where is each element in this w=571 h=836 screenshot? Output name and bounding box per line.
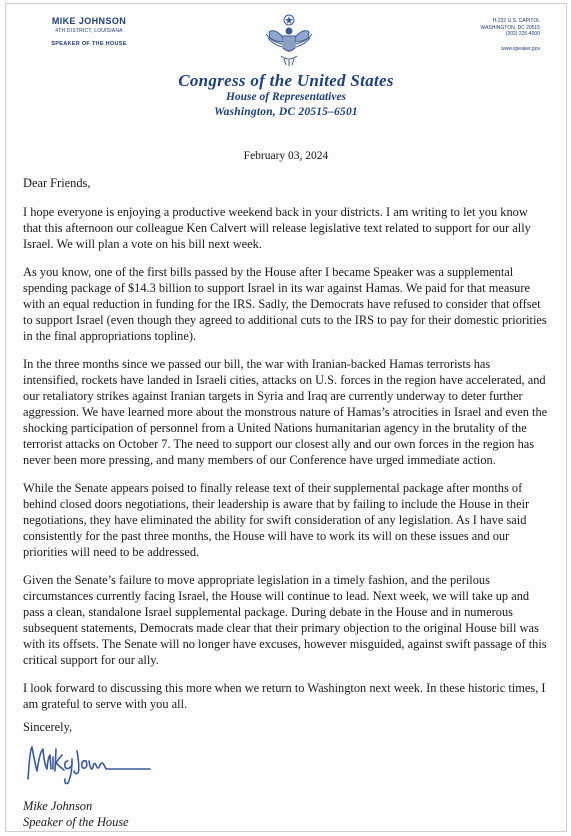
- eagle-seal-icon: [264, 12, 314, 68]
- paragraph: I look forward to discussing this more when we return to Washington next week. In these historic times, I am grateful to serve with you all.: [23, 681, 546, 711]
- office-address-line1: H-232 U.S. CAPITOL: [492, 18, 540, 24]
- congress-title: Congress of the United States: [178, 71, 394, 90]
- salutation: Dear Friends,: [23, 176, 91, 190]
- letter-page: [5, 3, 567, 832]
- paragraph: In the three months since we passed our bill, the war with Iranian-backed Hamas terrorists has intensified, rockets have landed in Israeli cities, attacks on U.S. forces in the region have accelerated, and our retaliatory strikes against Iranian targets in Syria and Iraq are currently underway to deter further aggression. We have learned more about the monstrous nature of Hamas’s atrocities in Israel and even the shocking participation of personnel from a United Nations humanitarian agency in the brutality of the terrorist attacks on October 7. The need to support our closest ally and our own forces in the region has never been more pressing, and many members of our Conference have urged immediate action.: [23, 357, 548, 467]
- signature-icon: [22, 739, 157, 787]
- sender-title: SPEAKER OF THE HOUSE: [51, 41, 127, 47]
- office-address-line2: WASHINGTON, DC 20515: [480, 24, 540, 31]
- house-title: House of Representatives: [225, 91, 347, 103]
- letterhead-right: [430, 18, 540, 52]
- paragraph: While the Senate appears poised to finally release text of their supplemental package after months of behind closed doors negotiations, their leadership is aware that by failing to include the House in their negotiations, they have eliminated the ability for swift consideration of any legislation. As I have said consistently for the past three months, the House will have to work its will on these issues and our priorities will need to be addressed.: [23, 481, 530, 559]
- signer-title: Speaker of the House: [23, 815, 129, 829]
- sender-district: 4TH DISTRICT, LOUISIANA: [55, 28, 123, 34]
- paragraph: As you know, one of the first bills passed by the House after I became Speaker was a supplemental spending package of $14.3 billion to support Israel in its war against Hamas. We paid for that measure with an equal reduction in funding for the IRS. Sadly, the Democrats have refused to consider that offset to support Israel (even though they agreed to additional cuts to the IRS to pay for their domestic priorities in the final appropriations topline).: [23, 265, 547, 343]
- letter-date: February 03, 2024: [243, 150, 329, 162]
- office-phone: (202) 225-4000: [505, 31, 540, 37]
- city-line: Washington, DC 20515–6501: [214, 106, 358, 118]
- letter-body: [23, 175, 548, 724]
- signer-name: Mike Johnson: [23, 799, 93, 813]
- office-website: www.speaker.gov: [501, 45, 540, 52]
- sender-name: MIKE JOHNSON: [51, 16, 127, 26]
- congress-heading: [6, 71, 566, 120]
- signer-block: [23, 798, 129, 830]
- paragraph: Given the Senate’s failure to move appropriate legislation in a timely fashion, and the perilous circumstances currently facing Israel, the House will continue to lead. Next week, we will take up and pass a clean, standalone Israel supplemental package. During debate in the House and in numerous subsequent statements, Democrats made clear that their primary objection to the original House bill was with its offsets. The Senate will no longer have excuses, however misguided, against swift passage of this critical support for our ally.: [23, 573, 547, 667]
- closing: Sincerely,: [23, 720, 73, 734]
- paragraph: I hope everyone is enjoying a productive weekend back in your districts. I am writing to let you know that this afternoon our colleague Ken Calvert will release legislative text related to support for our ally Israel. We will plan a vote on his bill next week.: [23, 205, 531, 251]
- letterhead-left: [34, 16, 144, 47]
